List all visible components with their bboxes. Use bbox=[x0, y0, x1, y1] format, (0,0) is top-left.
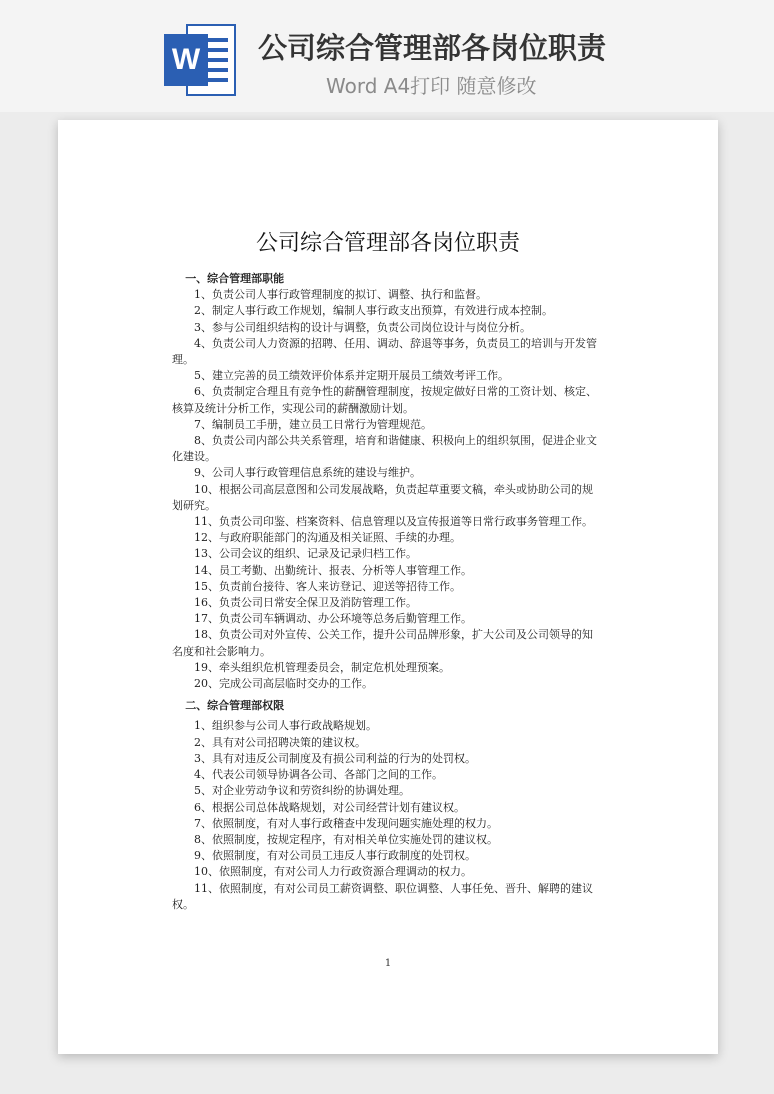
list-item: 18、负责公司对外宣传、公关工作，提升公司品牌形象，扩大公司及公司领导的知名度和社会影响力。 bbox=[172, 628, 593, 658]
section-heading: 一、综合管理部职能 bbox=[185, 272, 285, 285]
word-document-icon bbox=[164, 24, 236, 96]
list-item: 17、负责公司车辆调动、办公环境等总务后勤管理工作。 bbox=[194, 612, 472, 626]
list-item: 2、具有对公司招聘决策的建议权。 bbox=[194, 735, 366, 749]
list-item: 8、负责公司内部公共关系管理，培育和谐健康、积极向上的组织氛围，促进企业文化建设。 bbox=[172, 434, 597, 464]
banner-title: 公司综合管理部各岗位职责 bbox=[258, 31, 607, 65]
template-banner bbox=[0, 0, 774, 112]
list-item: 3、参与公司组织结构的设计与调整，负责公司岗位设计与岗位分析。 bbox=[194, 320, 531, 334]
document-title: 公司综合管理部各岗位职责 bbox=[255, 231, 520, 256]
list-item: 3、具有对违反公司制度及有损公司利益的行为的处罚权。 bbox=[194, 751, 476, 765]
list-item: 10、根据公司高层意图和公司发展战略，负责起草重要文稿，牵头或协助公司的规划研究。 bbox=[172, 482, 593, 512]
list-item: 14、员工考勤、出勤统计、报表、分析等人事管理工作。 bbox=[194, 563, 472, 577]
page-number: 1 bbox=[384, 958, 392, 969]
list-item: 16、负责公司日常安全保卫及消防管理工作。 bbox=[194, 596, 417, 610]
list-item: 4、负责公司人力资源的招聘、任用、调动、辞退等事务，负责员工的培训与开发管理。 bbox=[172, 336, 597, 367]
list-item: 11、依照制度，有对公司员工薪资调整、职位调整、人事任免、晋升、解聘的建议权。 bbox=[172, 881, 593, 911]
document-body bbox=[172, 270, 602, 913]
list-item: 4、代表公司领导协调各公司、各部门之间的工作。 bbox=[194, 768, 443, 782]
list-item: 6、根据公司总体战略规划，对公司经营计划有建议权。 bbox=[194, 800, 465, 814]
list-item: 2、制定人事行政工作规划，编制人事行政支出预算，有效进行成本控制。 bbox=[194, 304, 553, 318]
list-item: 9、公司人事行政管理信息系统的建设与维护。 bbox=[194, 466, 421, 480]
list-item: 13、公司会议的组织、记录及记录归档工作。 bbox=[194, 547, 417, 561]
word-icon-letter: W bbox=[164, 34, 208, 86]
list-item: 1、负责公司人事行政管理制度的拟订、调整、执行和监督。 bbox=[194, 288, 487, 302]
document-page bbox=[58, 120, 718, 1054]
list-item: 1、组织参与公司人事行政战略规划。 bbox=[194, 719, 377, 733]
list-item: 12、与政府职能部门的沟通及相关证照、手续的办理。 bbox=[194, 531, 461, 545]
section-heading: 二、综合管理部权限 bbox=[185, 699, 285, 713]
list-item: 7、依照制度，有对人事行政稽查中发现问题实施处理的权力。 bbox=[194, 816, 498, 830]
list-item: 7、编制员工手册，建立员工日常行为管理规范。 bbox=[194, 417, 432, 431]
list-item: 15、负责前台接待、客人来访登记、迎送等招待工作。 bbox=[194, 579, 461, 593]
list-item: 6、负责制定合理且有竞争性的薪酬管理制度，按规定做好日常的工资计划、核定、核算及统计分析工作，实现公司的薪酬激励计划。 bbox=[172, 385, 597, 415]
list-item: 10、依照制度，有对公司人力行政资源合理调动的权力。 bbox=[194, 865, 472, 879]
list-item: 11、负责公司印鉴、档案资料、信息管理以及宣传报道等日常行政事务管理工作。 bbox=[194, 515, 593, 529]
list-item: 20、完成公司高层临时交办的工作。 bbox=[194, 677, 373, 691]
list-item: 19、牵头组织危机管理委员会，制定危机处理预案。 bbox=[194, 660, 450, 674]
list-item: 9、依照制度，有对公司员工违反人事行政制度的处罚权。 bbox=[194, 849, 476, 863]
list-item: 5、对企业劳动争议和劳资纠纷的协调处理。 bbox=[194, 784, 410, 798]
banner-subtitle: Word A4打印 随意修改 bbox=[326, 74, 537, 98]
list-item: 8、依照制度，按规定程序，有对相关单位实施处罚的建议权。 bbox=[194, 832, 498, 846]
list-item: 5、建立完善的员工绩效评价体系并定期开展员工绩效考评工作。 bbox=[194, 369, 509, 383]
